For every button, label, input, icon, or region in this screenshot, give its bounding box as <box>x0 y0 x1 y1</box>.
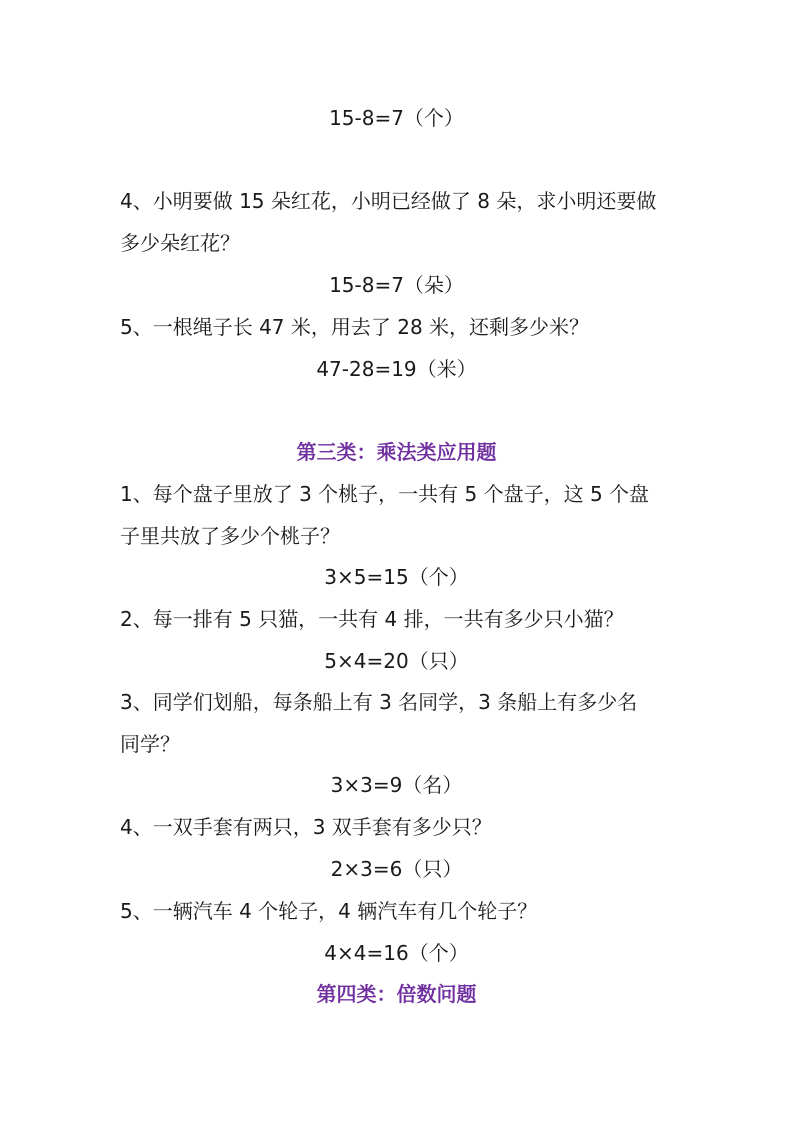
answer-line: 2×3=6（只） <box>330 857 463 881</box>
section-heading: 第四类：倍数问题 <box>316 982 477 1006</box>
question-line: 5、一根绳子长 47 米，用去了 28 米，还剩多少米？ <box>120 315 590 339</box>
question-line: 1、每个盘子里放了 3 个桃子，一共有 5 个盘子，这 5 个盘 <box>120 482 650 506</box>
question-line: 多少朵红花？ <box>120 231 240 255</box>
question-line: 2、每一排有 5 只猫，一共有 4 排，一共有多少只小猫？ <box>120 607 624 631</box>
answer-line: 3×3=9（名） <box>330 773 463 797</box>
answer-line: 47-28=19（米） <box>316 357 477 381</box>
question-line: 同学？ <box>120 732 180 756</box>
answer-line: 15-8=7（个） <box>329 106 464 130</box>
question-line: 3、同学们划船，每条船上有 3 名同学，3 条船上有多少名 <box>120 690 638 714</box>
question-line: 5、一辆汽车 4 个轮子，4 辆汽车有几个轮子？ <box>120 899 538 923</box>
question-line: 4、一双手套有两只，3 双手套有多少只？ <box>120 815 492 839</box>
question-line: 4、小明要做 15 朵红花，小明已经做了 8 朵，求小明还要做 <box>120 189 657 213</box>
question-line: 子里共放了多少个桃子？ <box>120 524 340 548</box>
answer-line: 15-8=7（朵） <box>329 273 464 297</box>
answer-line: 3×5=15（个） <box>324 565 469 589</box>
answer-line: 5×4=20（只） <box>324 649 469 673</box>
section-heading: 第三类：乘法类应用题 <box>296 440 497 464</box>
answer-line: 4×4=16（个） <box>324 941 469 965</box>
